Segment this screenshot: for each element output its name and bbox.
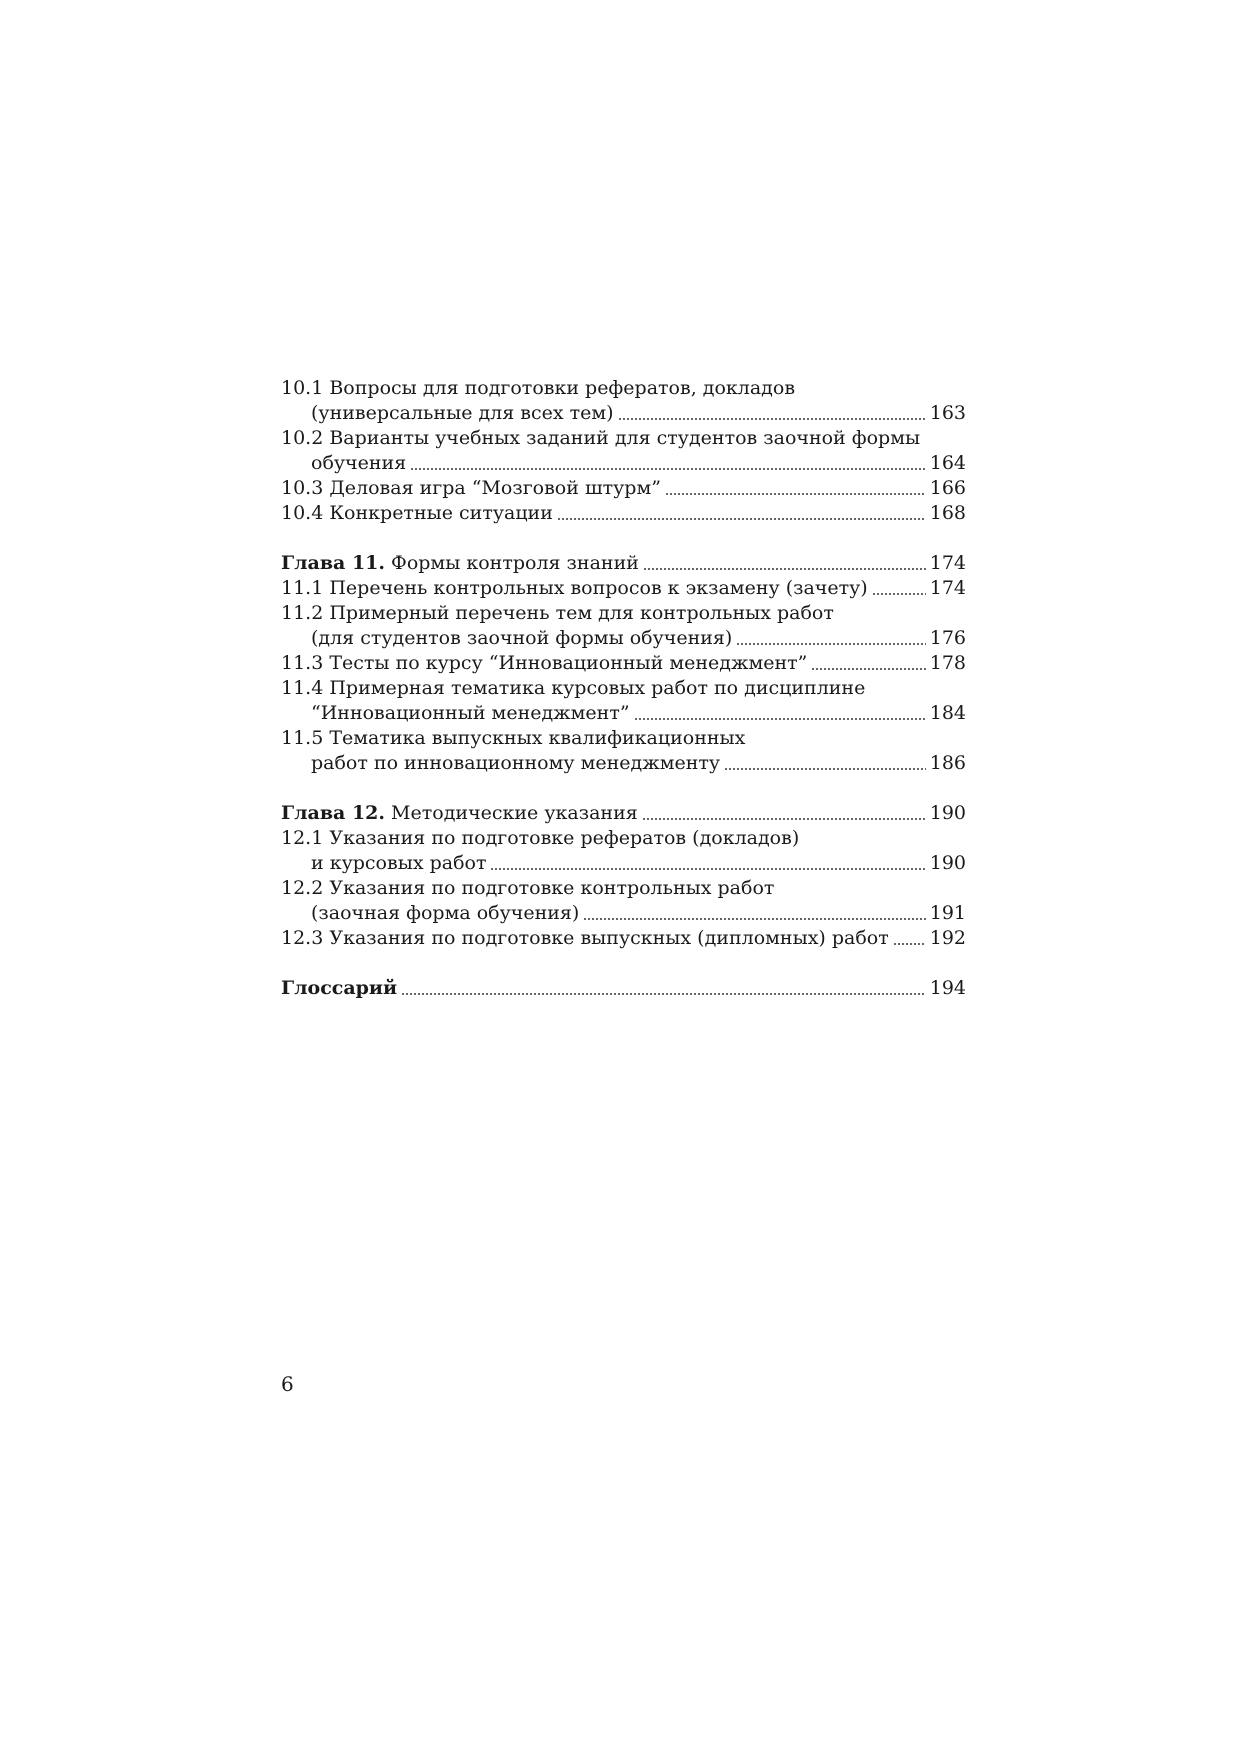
toc-entry-11-5-cont bbox=[281, 751, 966, 776]
toc-page-number: 190 bbox=[929, 852, 966, 874]
dot-leader bbox=[410, 468, 926, 470]
toc-entry-10-2 bbox=[281, 426, 966, 451]
toc-entry-title: 11.1 Перечень контрольных вопросов к экзамену (зачету) bbox=[281, 577, 868, 599]
toc-page-number: 192 bbox=[929, 927, 966, 949]
toc-entry-title: 10.4 Конкретные ситуации bbox=[281, 502, 553, 524]
chapter-name: Формы контроля знаний bbox=[385, 552, 639, 574]
toc-page-number: 163 bbox=[929, 402, 966, 424]
toc-entry-10-2-cont bbox=[281, 451, 966, 476]
toc-page-number: 168 bbox=[929, 502, 966, 524]
toc-page-number: 174 bbox=[929, 552, 966, 574]
toc-page-number: 174 bbox=[929, 577, 966, 599]
toc-entry-11-1 bbox=[281, 576, 966, 601]
toc-entry-10-1 bbox=[281, 376, 966, 401]
toc-entry-title: 11.4 Примерная тематика курсовых работ по дисциплине bbox=[281, 677, 866, 699]
toc-glossary bbox=[281, 976, 966, 1001]
toc-entry-12-2 bbox=[281, 876, 966, 901]
dot-leader bbox=[811, 668, 925, 670]
page-number: 6 bbox=[281, 1372, 294, 1396]
toc-entry-title: 12.1 Указания по подготовке рефератов (докладов) bbox=[281, 827, 800, 849]
dot-leader bbox=[557, 518, 926, 520]
toc-entry-title: (универсальные для всех тем) bbox=[311, 402, 614, 424]
toc-chapter-11 bbox=[281, 551, 966, 576]
toc-entry-title: 10.3 Деловая игра “Мозговой штурм” bbox=[281, 477, 661, 499]
toc-entry-title: обучения bbox=[311, 452, 407, 474]
toc-entry-11-2-cont bbox=[281, 626, 966, 651]
dot-leader bbox=[665, 493, 926, 495]
glossary-label: Глоссарий bbox=[281, 977, 398, 999]
toc-page-number: 191 bbox=[929, 902, 966, 924]
dot-leader bbox=[724, 768, 926, 770]
toc-chapter-title bbox=[281, 551, 639, 576]
dot-leader bbox=[893, 943, 926, 945]
toc-entry-11-3 bbox=[281, 651, 966, 676]
toc-entry-title: (заочная форма обучения) bbox=[311, 902, 580, 924]
toc-entry-title: “Инновационный менеджмент” bbox=[311, 702, 630, 724]
toc-entry-title: 12.2 Указания по подготовке контрольных работ bbox=[281, 877, 775, 899]
toc-entry-10-1-cont bbox=[281, 401, 966, 426]
dot-leader bbox=[583, 918, 925, 920]
dot-leader bbox=[642, 818, 926, 820]
dot-leader bbox=[490, 868, 925, 870]
toc-entry-title: 10.2 Варианты учебных заданий для студентов заочной формы bbox=[281, 427, 921, 449]
table-of-contents bbox=[281, 376, 966, 1001]
dot-leader bbox=[872, 593, 926, 595]
toc-glossary-title bbox=[281, 976, 397, 1001]
toc-page-number: 194 bbox=[929, 977, 966, 999]
chapter-name: Методические указания bbox=[385, 802, 638, 824]
toc-entry-11-2 bbox=[281, 601, 966, 626]
dot-leader bbox=[736, 643, 925, 645]
section-gap bbox=[281, 776, 966, 801]
toc-page-number: 164 bbox=[929, 452, 966, 474]
toc-page-number: 178 bbox=[929, 652, 966, 674]
toc-entry-title: (для студентов заочной формы обучения) bbox=[311, 627, 733, 649]
toc-page-number: 166 bbox=[929, 477, 966, 499]
section-gap bbox=[281, 526, 966, 551]
chapter-label: Глава 12. bbox=[281, 802, 386, 824]
section-gap bbox=[281, 951, 966, 976]
dot-leader bbox=[618, 418, 926, 420]
toc-entry-12-1 bbox=[281, 826, 966, 851]
toc-entry-12-2-cont bbox=[281, 901, 966, 926]
toc-entry-title: 11.5 Тематика выпускных квалификационных bbox=[281, 727, 746, 749]
toc-chapter-title bbox=[281, 801, 638, 826]
toc-entry-11-5 bbox=[281, 726, 966, 751]
toc-entry-12-3 bbox=[281, 926, 966, 951]
toc-entry-title: 11.2 Примерный перечень тем для контрольных работ bbox=[281, 602, 834, 624]
toc-entry-title: 12.3 Указания по подготовке выпускных (дипломных) работ bbox=[281, 927, 889, 949]
toc-chapter-12 bbox=[281, 801, 966, 826]
toc-entry-11-4 bbox=[281, 676, 966, 701]
toc-page-number: 186 bbox=[929, 752, 966, 774]
toc-entry-title: 10.1 Вопросы для подготовки рефератов, докладов bbox=[281, 377, 796, 399]
toc-entry-10-3 bbox=[281, 476, 966, 501]
dot-leader bbox=[401, 993, 926, 995]
dot-leader bbox=[634, 718, 926, 720]
toc-entry-title: и курсовых работ bbox=[311, 852, 487, 874]
toc-entry-11-4-cont bbox=[281, 701, 966, 726]
toc-page-number: 190 bbox=[929, 802, 966, 824]
toc-entry-10-4 bbox=[281, 501, 966, 526]
chapter-label: Глава 11. bbox=[281, 552, 386, 574]
toc-entry-title: работ по инновационному менеджменту bbox=[311, 752, 721, 774]
dot-leader bbox=[643, 568, 926, 570]
toc-entry-12-1-cont bbox=[281, 851, 966, 876]
toc-page-number: 184 bbox=[929, 702, 966, 724]
toc-entry-title: 11.3 Тесты по курсу “Инновационный менеджмент” bbox=[281, 652, 808, 674]
toc-page-number: 176 bbox=[929, 627, 966, 649]
